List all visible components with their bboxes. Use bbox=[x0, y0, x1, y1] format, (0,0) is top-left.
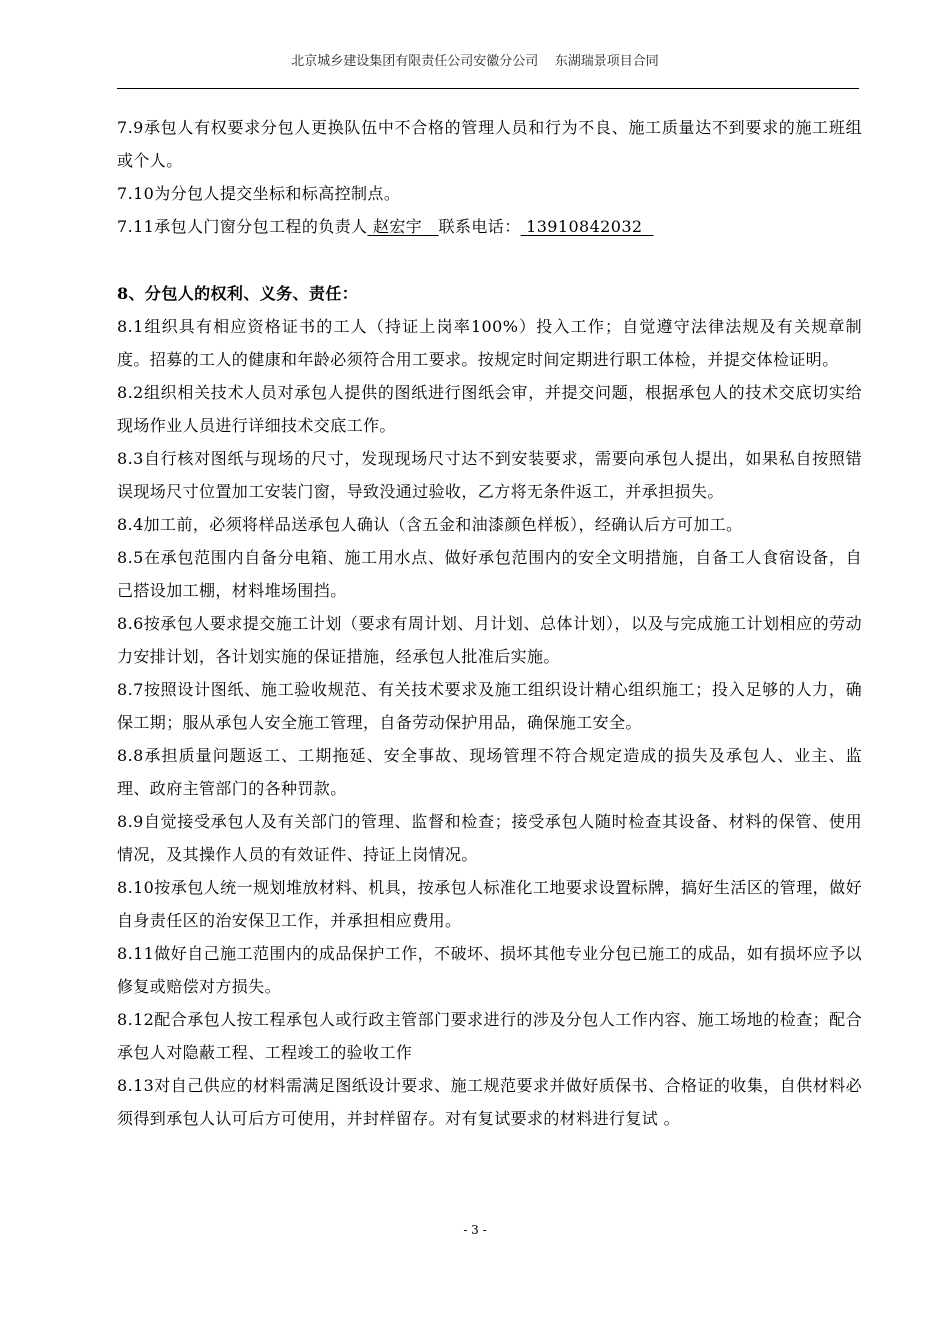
clause-number: 7.11 bbox=[117, 217, 155, 236]
clause-text: 承包人有权要求分包人更换队伍中不合格的管理人员和行为不良、施工质量达不到要求的施工班组或个人。 bbox=[117, 118, 862, 170]
clause-number: 8.11 bbox=[117, 944, 155, 963]
phone-number: 13910842032 bbox=[526, 217, 643, 236]
clause-8-1 bbox=[117, 310, 862, 376]
clause-text: 做好自己施工范围内的成品保护工作，不破坏、损坏其他专业分包已施工的成品，如有损坏应予以修复或赔偿对方损失。 bbox=[117, 944, 862, 996]
clause-8-12 bbox=[117, 1003, 862, 1069]
clause-8-8 bbox=[117, 739, 862, 805]
page-header bbox=[0, 54, 950, 70]
clause-text: 组织具有相应资格证书的工人（持证上岗率100%）投入工作；自觉遵守法律法规及有关规章制度。招募的工人的健康和年龄必须符合用工要求。按规定时间定期进行职工体检，并提交体检证明。 bbox=[117, 317, 862, 369]
clause-number: 8.1 bbox=[117, 317, 144, 336]
section-8-title: 8、分包人的权利、义务、责任： bbox=[117, 284, 359, 303]
header-company: 北京城乡建设集团有限责任公司安徽分公司 bbox=[291, 54, 539, 69]
responsible-person-field bbox=[367, 217, 438, 236]
clause-8-5 bbox=[117, 541, 862, 607]
clause-8-3 bbox=[117, 442, 862, 508]
clause-number: 8.6 bbox=[117, 614, 144, 633]
clause-8-7 bbox=[117, 673, 862, 739]
clause-7-9 bbox=[117, 111, 862, 177]
clause-8-9 bbox=[117, 805, 862, 871]
clause-text: 对自己供应的材料需满足图纸设计要求、施工规范要求并做好质保书、合格证的收集，自供材料必须得到承包人认可后方可使用，并封样留存。对有复试要求的材料进行复试 。 bbox=[117, 1076, 862, 1128]
clause-number: 8.5 bbox=[117, 548, 144, 567]
clause-8-11 bbox=[117, 937, 862, 1003]
clause-text: 自觉接受承包人及有关部门的管理、监督和检查；接受承包人随时检查其设备、材料的保管、使用情况，及其操作人员的有效证件、持证上岗情况。 bbox=[117, 812, 862, 864]
clause-number: 8.9 bbox=[117, 812, 144, 831]
clause-7-11 bbox=[117, 210, 862, 243]
clause-number: 8.12 bbox=[117, 1010, 155, 1029]
clause-text: 组织相关技术人员对承包人提供的图纸进行图纸会审，并提交问题，根据承包人的技术交底切实给现场作业人员进行详细技术交底工作。 bbox=[117, 383, 862, 435]
section-spacer bbox=[117, 243, 862, 277]
clause-8-13 bbox=[117, 1069, 862, 1135]
clause-8-2 bbox=[117, 376, 862, 442]
clause-text: 自行核对图纸与现场的尺寸，发现现场尺寸达不到安装要求，需要向承包人提出，如果私自按照错误现场尺寸位置加工安装门窗，导致没通过验收，乙方将无条件返工，并承担损失。 bbox=[117, 449, 862, 501]
document-body bbox=[117, 111, 862, 1135]
phone-label: 联系电话： bbox=[438, 217, 521, 236]
clause-number: 8.8 bbox=[117, 746, 144, 765]
phone-field bbox=[521, 217, 654, 236]
clause-text: 加工前，必须将样品送承包人确认（含五金和油漆颜色样板），经确认后方可加工。 bbox=[143, 515, 743, 534]
header-project: 东湖瑞景项目合同 bbox=[554, 54, 659, 69]
clause-number: 8.10 bbox=[117, 878, 155, 897]
clause-number: 8.4 bbox=[117, 515, 144, 534]
clause-text: 按承包人统一规划堆放材料、机具，按承包人标准化工地要求设置标牌，搞好生活区的管理，做好自身责任区的治安保卫工作，并承担相应费用。 bbox=[117, 878, 862, 930]
clause-number: 8.2 bbox=[117, 383, 144, 402]
clause-number: 7.10 bbox=[117, 184, 155, 203]
clause-8-6 bbox=[117, 607, 862, 673]
clause-number: 8.13 bbox=[117, 1076, 155, 1095]
clause-text: 在承包范围内自备分电箱、施工用水点、做好承包范围内的安全文明措施，自备工人食宿设备，自己搭设加工棚，材料堆场围挡。 bbox=[117, 548, 862, 600]
clause-8-10 bbox=[117, 871, 862, 937]
clause-number: 8.3 bbox=[117, 449, 144, 468]
clause-number: 7.9 bbox=[117, 118, 144, 137]
clause-text: 按承包人要求提交施工计划（要求有周计划、月计划、总体计划），以及与完成施工计划相应的劳动力安排计划，各计划实施的保证措施，经承包人批准后实施。 bbox=[117, 614, 862, 666]
page-number: - 3 - bbox=[463, 1223, 487, 1237]
clause-text: 承包人门窗分包工程的负责人 bbox=[154, 217, 368, 236]
clause-8-4 bbox=[117, 508, 862, 541]
clause-number: 8.7 bbox=[117, 680, 144, 699]
clause-text: 承担质量问题返工、工期拖延、安全事故、现场管理不符合规定造成的损失及承包人、业主、监理、政府主管部门的各种罚款。 bbox=[117, 746, 862, 798]
clause-text: 按照设计图纸、施工验收规范、有关技术要求及施工组织设计精心组织施工；投入足够的人力，确保工期；服从承包人安全施工管理，自备劳动保护用品，确保施工安全。 bbox=[117, 680, 862, 732]
clause-text: 配合承包人按工程承包人或行政主管部门要求进行的涉及分包人工作内容、施工场地的检查；配合承包人对隐蔽工程、工程竣工的验收工作 bbox=[117, 1010, 862, 1062]
header-divider bbox=[117, 88, 859, 89]
clause-text: 为分包人提交坐标和标高控制点。 bbox=[154, 184, 401, 203]
responsible-person: 赵宏宇 bbox=[372, 217, 423, 236]
clause-7-10 bbox=[117, 177, 862, 210]
